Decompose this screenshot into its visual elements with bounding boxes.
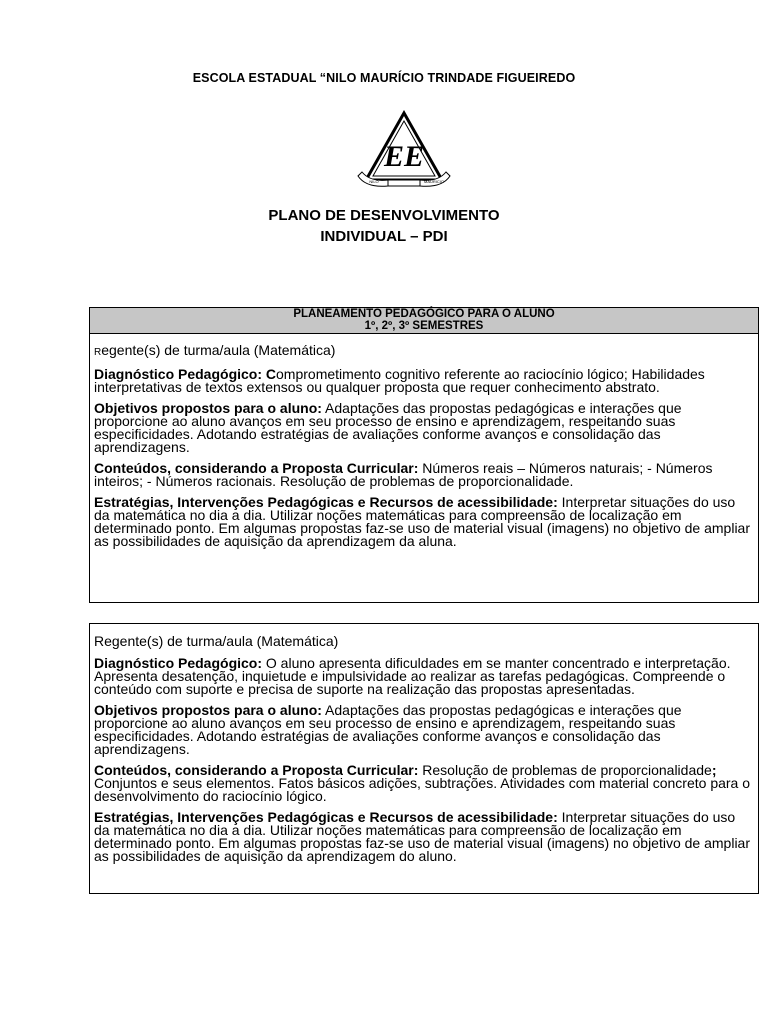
plan-box-1 <box>89 307 759 603</box>
diagnostico-section <box>94 657 754 696</box>
page-title <box>0 205 768 247</box>
plan-header <box>90 308 758 334</box>
conteudos-text: Números reais – Números naturais; - Números inteiros; - Números racionais. Resolução de problemas de proporcionalidade. <box>94 460 713 489</box>
conteudos-section <box>94 462 754 488</box>
objetivos-label: Objetivos propostos para o aluno: <box>94 400 322 416</box>
objetivos-section <box>94 704 754 756</box>
diagnostico-text: O aluno apresenta dificuldades em se manter concentrado e interpretação. Apresenta desatenção, inquietude e impulsividade ao realizar as tarefas pedagógicas. Compreende o conteúdo com suporte e precisa de suporte na realização das propostas apresentadas. <box>94 655 731 697</box>
objetivos-label: Objetivos propostos para o aluno: <box>94 702 322 718</box>
conteudos-label: Conteúdos, considerando a Proposta Curricular: <box>94 460 419 476</box>
estrategias-section <box>94 496 754 548</box>
logo-ribbon-left: NILO <box>369 179 379 184</box>
plan-body <box>90 624 758 863</box>
diagnostico-label: Diagnóstico Pedagógico: C <box>94 366 277 382</box>
conteudos-text-b: Conjuntos e seus elementos. Fatos básicos adições, subtrações. Atividades com material concreto para o desenvolvimento do raciocínio lógico. <box>94 775 751 804</box>
conteudos-text-a: Resolução de problemas de proporcionalidade <box>418 762 712 778</box>
diagnostico-label: Diagnóstico Pedagógico: <box>94 655 263 671</box>
objetivos-section <box>94 402 754 454</box>
svg-text:EE: EE <box>383 140 425 173</box>
estrategias-label: Estratégias, Intervenções Pedagógicas e Recursos de acessibilidade: <box>94 809 558 825</box>
plan-header-line-1: PLANEAMENTO PEDAGÓGICO PARA O ALUNO <box>293 308 555 320</box>
objetivos-text: Adaptações das propostas pedagógicas e interações que proporcione ao aluno avanços em seu processo de ensino e aprendizagem, respeitando suas especificidades. Adotando estratégias de avaliações conforme avanços e consolidação das aprendizagens. <box>94 400 682 455</box>
plan-header-line-2: 1º, 2º, 3º SEMESTRES <box>364 320 484 332</box>
diagnostico-section <box>94 368 754 394</box>
estrategias-text: Interpretar situações do uso da matemática no dia a dia. Utilizar noções matemáticas para compreensão de localização em determinado ponto. Em algumas propostas faz-se uso de material visual (imagens) no objetivo de ampliar as possibilidades de aquisição da aprendizagem do aluno. <box>94 809 751 864</box>
diagnostico-text: omprometimento cognitivo referente ao raciocínio lógico; Habilidades interpretativas de textos extensos ou qualquer proposta que requer conhecimento abstrato. <box>94 366 705 395</box>
regente-text: egente(s) de turma/aula (Matemática) <box>101 342 336 358</box>
regente-line: Regente(s) de turma/aula (Matemática) <box>94 633 339 649</box>
plan-body <box>90 334 758 548</box>
title-line-2: INDIVIDUAL – PDI <box>320 228 448 245</box>
plan-box-2 <box>89 623 759 894</box>
regente-initial: R <box>94 347 102 358</box>
conteudos-section <box>94 764 754 803</box>
estrategias-section <box>94 811 754 863</box>
estrategias-text: Interpretar situações do uso da matemática no dia a dia. Utilizar noções matemáticas para compreensão de localização em determinado ponto. Em algumas propostas faz-se uso de material visual (imagens) no objetivo de ampliar as possibilidades de aquisição da aprendizagem da aluna. <box>94 494 751 549</box>
regente-line <box>94 334 754 360</box>
objetivos-text: Adaptações das propostas pedagógicas e interações que proporcione ao aluno avanços em seu processo de ensino e aprendizagem, respeitando suas especificidades. Adotando estratégias de avaliações conforme avanços e consolidação das aprendizagens. <box>94 702 682 757</box>
logo-ribbon-right: MAURICIO <box>424 179 444 184</box>
conteudos-label: Conteúdos, considerando a Proposta Curricular: <box>94 762 419 778</box>
school-name: ESCOLA ESTADUAL “NILO MAURÍCIO TRINDADE FIGUEIREDO <box>192 71 576 85</box>
estrategias-label: Estratégias, Intervenções Pedagógicas e Recursos de acessibilidade: <box>94 494 558 510</box>
school-emblem-icon <box>352 110 456 192</box>
conteudos-separator: ; <box>711 762 717 778</box>
title-line-1: PLANO DE DESENVOLVIMENTO <box>268 207 500 224</box>
